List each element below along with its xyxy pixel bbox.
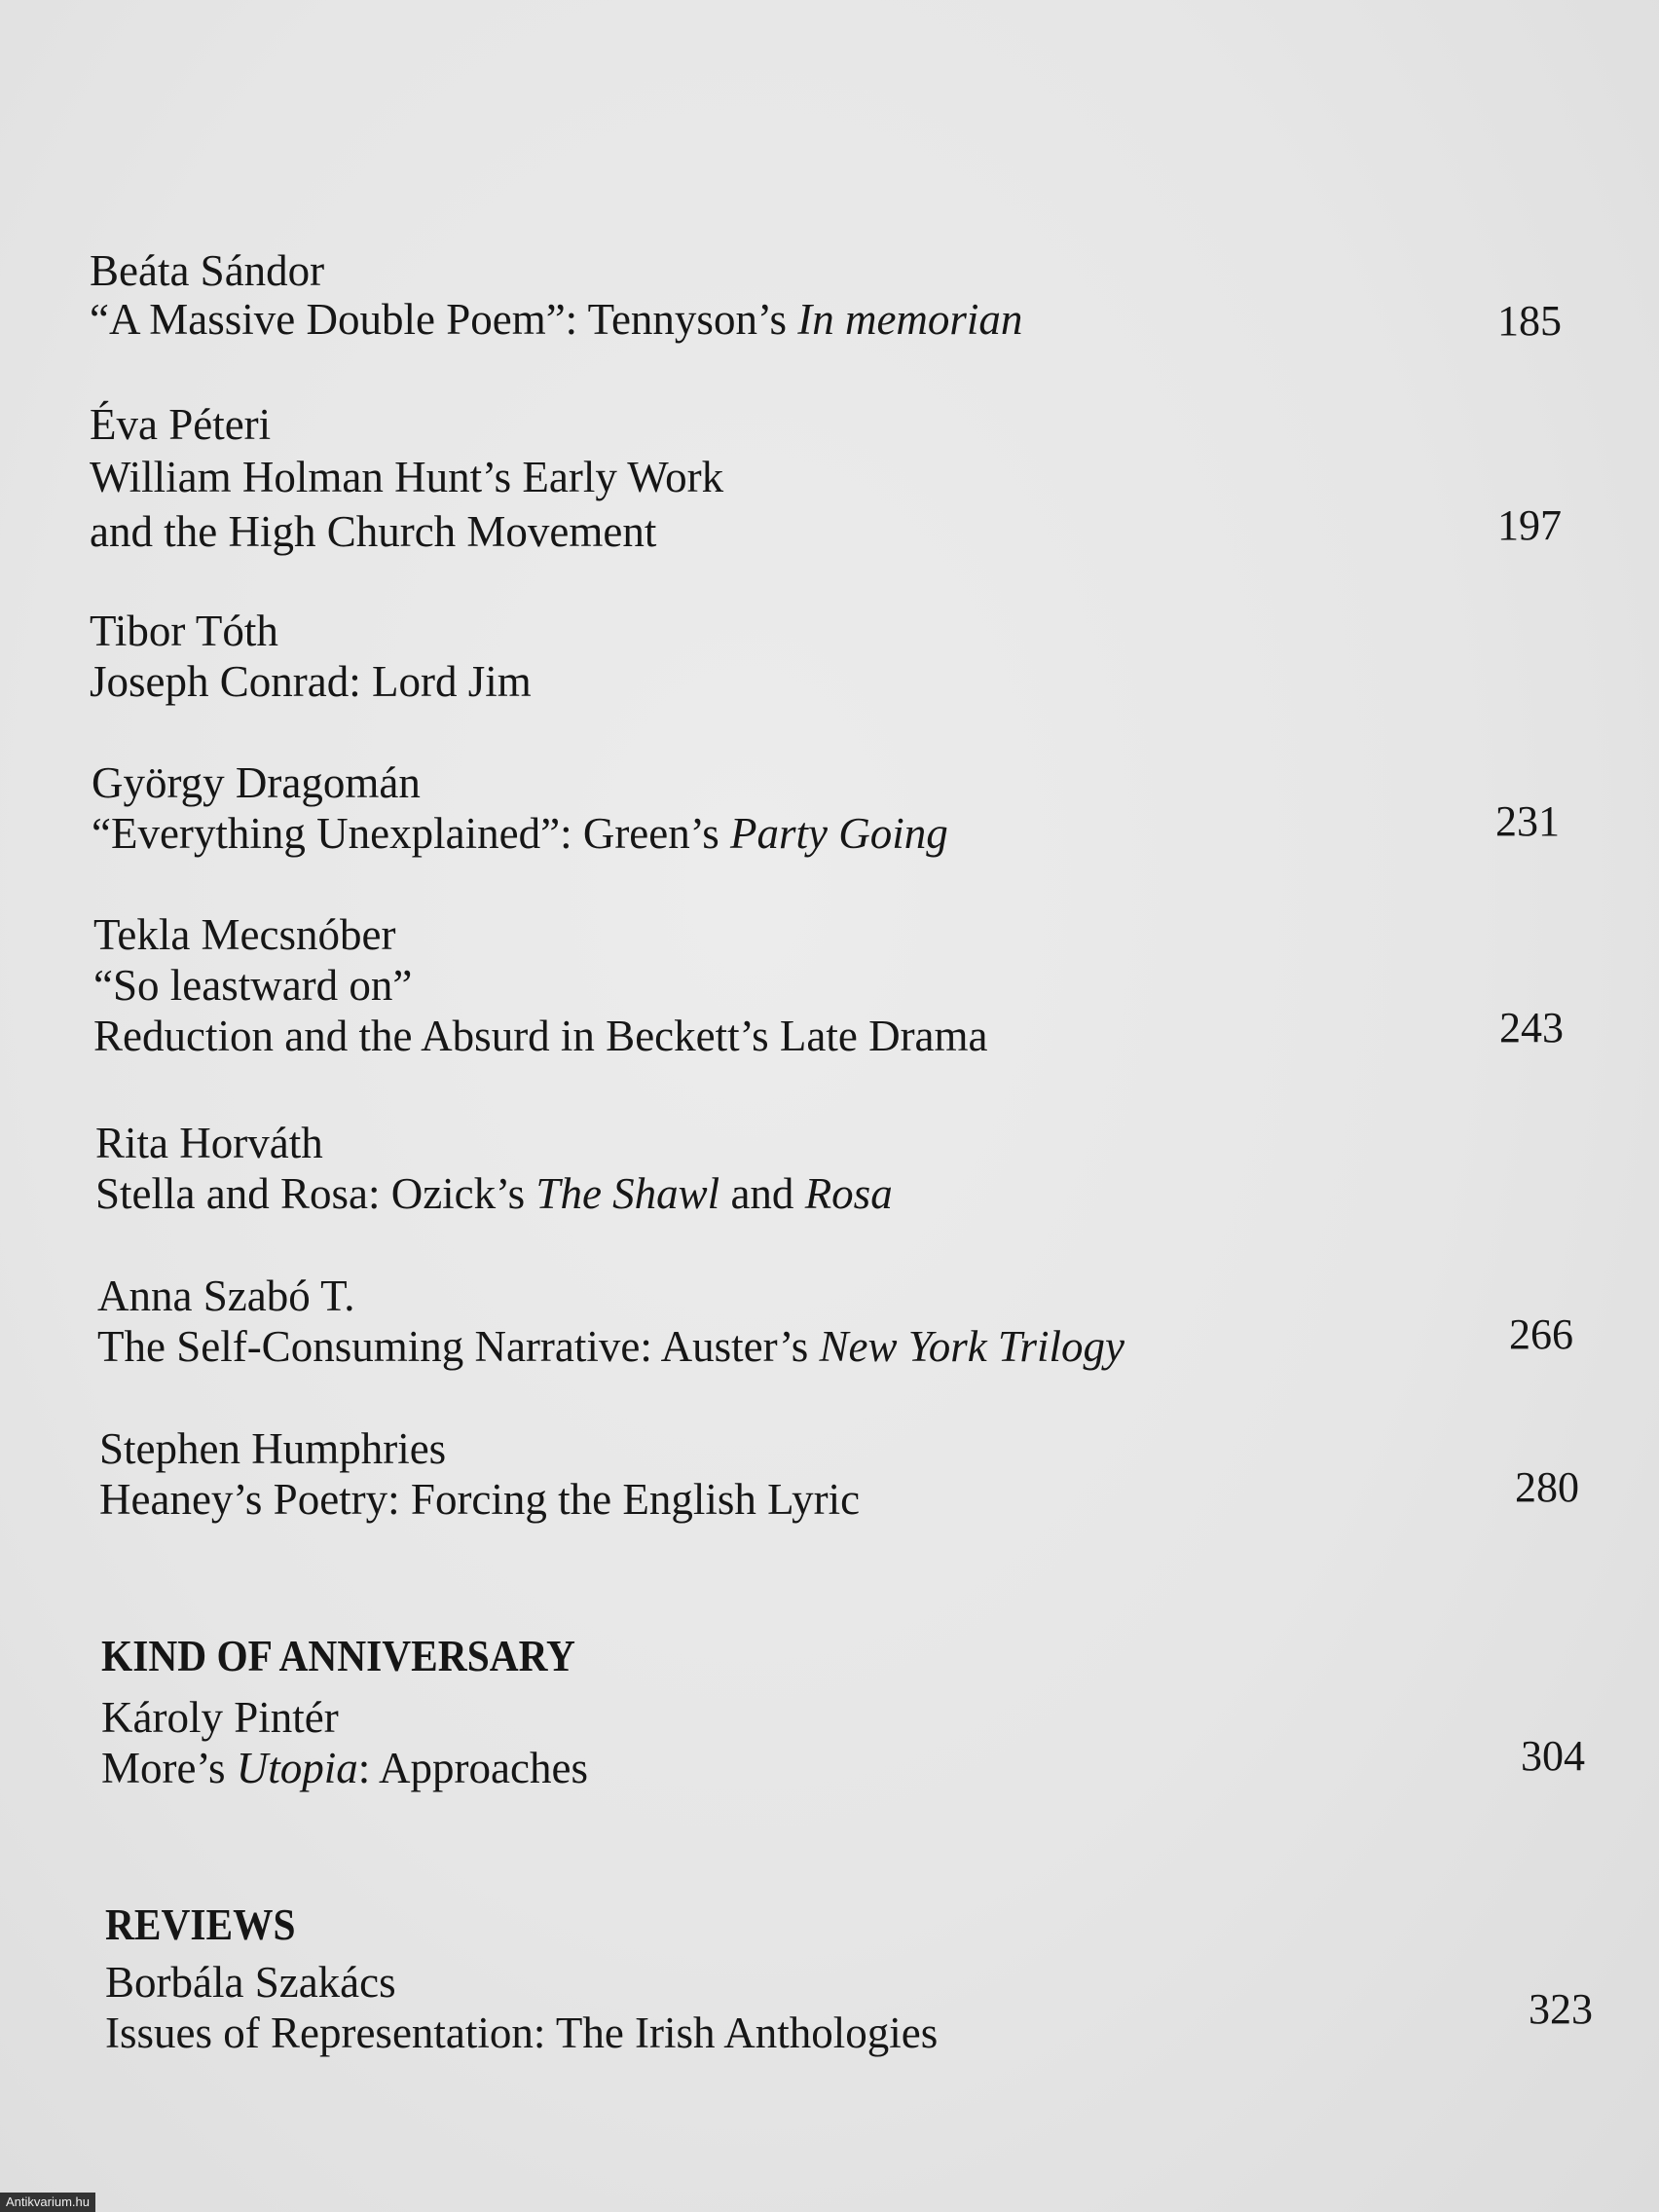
entry-title: More’s Utopia: Approaches [101,1744,588,1792]
entry-title-continued: and the High Church Movement [90,507,657,556]
watermark-label: Antikvarium.hu [0,2193,95,2212]
entry-author: Beáta Sándor [90,246,325,295]
entry-page-number: 266 [1509,1310,1573,1358]
entry-page-number: 231 [1495,797,1560,845]
entry-page-number: 185 [1497,297,1562,345]
entry-title: The Self-Consuming Narrative: Auster’s New York Trilogy [97,1322,1124,1371]
entry-author: Borbála Szakács [105,1958,396,2007]
entry-title: “A Massive Double Poem”: Tennyson’s In memorian [90,295,1023,344]
entry-author: Éva Péteri [90,400,272,449]
entry-title: “So leastward on” [93,961,413,1010]
entry-title-continued: Reduction and the Absurd in Beckett’s Late Drama [93,1012,988,1060]
entry-author: Anna Szabó T. [97,1272,355,1320]
section-heading-reviews: REVIEWS [105,1899,296,1949]
entry-title: Joseph Conrad: Lord Jim [90,657,532,706]
entry-author: György Dragomán [92,758,421,807]
entry-author: Rita Horváth [95,1119,323,1167]
entry-author: Tibor Tóth [90,607,278,655]
toc-entry [90,606,1569,707]
toc-entry [90,245,1569,345]
entry-title: William Holman Hunt’s Early Work [90,453,724,501]
entry-author: Stephen Humphries [99,1424,447,1473]
toc-entry [105,1957,1593,2058]
entry-author: Károly Pintér [101,1693,339,1742]
entry-page-number: 243 [1499,1004,1564,1051]
toc-entry [93,909,1573,1061]
entry-title: Issues of Representation: The Irish Anthologies [105,2009,939,2057]
toc-entry [92,757,1571,859]
toc-entry [99,1423,1579,1525]
entry-page-number: 280 [1515,1463,1579,1511]
entry-title: Stella and Rosa: Ozick’s The Shawl and Rosa [95,1169,893,1218]
entry-author: Tekla Mecsnóber [93,910,396,959]
entry-page-number: 197 [1497,501,1562,549]
toc-entry [101,1692,1585,1793]
entry-title: Heaney’s Poetry: Forcing the English Lyric [99,1475,861,1524]
toc-entry [97,1271,1577,1372]
toc-entry [95,1118,1575,1219]
entry-title: “Everything Unexplained”: Green’s Party Going [92,809,948,858]
toc-entry [90,399,1569,557]
section-heading-anniversary: KIND OF ANNIVERSARY [101,1631,575,1680]
entry-page-number: 323 [1529,1985,1593,2033]
entry-page-number: 304 [1521,1732,1585,1780]
